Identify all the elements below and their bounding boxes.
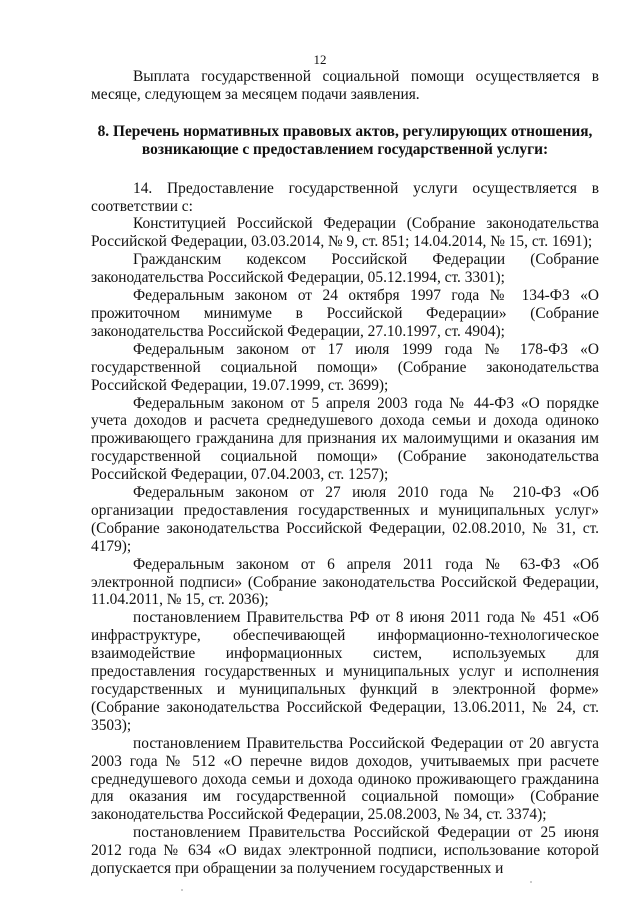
section-title: 8. Перечень нормативных правовых актов, регулирующих отношения, возникающие с предоставлением государственной услуги: (97, 122, 593, 158)
paragraph-law-210fz: Федеральным законом от 27 июля 2010 года № 210-ФЗ «Об организации предоставления государственных и муниципальных услуг» (Собрание законодательства Российской Федерации, 02.08.2010, № 31, ст. 4179); (91, 484, 599, 555)
paragraph-decree-451: постановлением Правительства РФ от 8 июня 2011 года № 451 «Об инфраструктуре, обеспечивающей информационно-технологическое взаимодействие информационных систем, используемых для предоставления государственных и муниципальных услуг и исполнения государственных и муниципальных функций в электронной форме» (Собрание законодательства Российской Федерации, 13.06.2011, № 24, ст. 3503); (91, 609, 599, 734)
paragraph-civil-code: Гражданским кодексом Российской Федерации (Собрание законодательства Российской Федерации, 05.12.1994, ст. 3301); (91, 251, 599, 287)
paragraph-14-intro: 14. Предоставление государственной услуги осуществляется в соответствии с: (91, 179, 599, 215)
document-body (91, 68, 599, 878)
scan-speck (181, 889, 183, 891)
paragraph-law-44fz: Федеральным законом от 5 апреля 2003 года № 44-ФЗ «О порядке учета доходов и расчета среднедушевого дохода семьи и дохода одиноко проживающего гражданина для признания их малоимущими и оказания им государственной социальной помощи» (Собрание законодательства Российской Федерации, 07.04.2003, ст. 1257); (91, 394, 599, 484)
paragraph-law-63fz: Федеральным законом от 6 апреля 2011 года № 63-ФЗ «Об электронной подписи» (Собрание законодательства Российской Федерации, 11.04.2011, № 15, ст. 2036); (91, 555, 599, 609)
paragraph-decree-634: постановлением Правительства Российской Федерации от 25 июня 2012 года № 634 «О видах электронной подписи, использование которой допускается при обращении за получением государственных и (91, 824, 599, 878)
paragraph-decree-512: постановлением Правительства Российской Федерации от 20 августа 2003 года № 512 «О перечне видов доходов, учитываемых при расчете среднедушевого дохода семьи и дохода одиноко проживающего гражданина для оказания им государственной социальной помощи» (Собрание законодательства Российской Федерации, 25.08.2003, № 34, ст. 3374); (91, 734, 599, 824)
page-number: 12 (313, 52, 327, 67)
paragraph-law-134fz: Федеральным законом от 24 октября 1997 года № 134-ФЗ «О прожиточном минимуме в Российской Федерации» (Собрание законодательства Российской Федерации, 27.10.1997, ст. 4904); (91, 287, 599, 340)
paragraph-constitution: Конституцией Российской Федерации (Собрание законодательства Российской Федерации, 03.03.2014, № 9, ст. 851; 14.04.2014, № 15, ст. 1691); (91, 215, 599, 251)
paragraph-law-178fz: Федеральным законом от 17 июля 1999 года № 178-ФЗ «О государственной социальной помощи» (Собрание законодательства Российской Федерации, 19.07.1999, ст. 3699); (91, 340, 599, 394)
intro-paragraph: Выплата государственной социальной помощи осуществляется в месяце, следующем за месяцем подачи заявления. (91, 68, 599, 103)
scan-speck (530, 881, 532, 883)
